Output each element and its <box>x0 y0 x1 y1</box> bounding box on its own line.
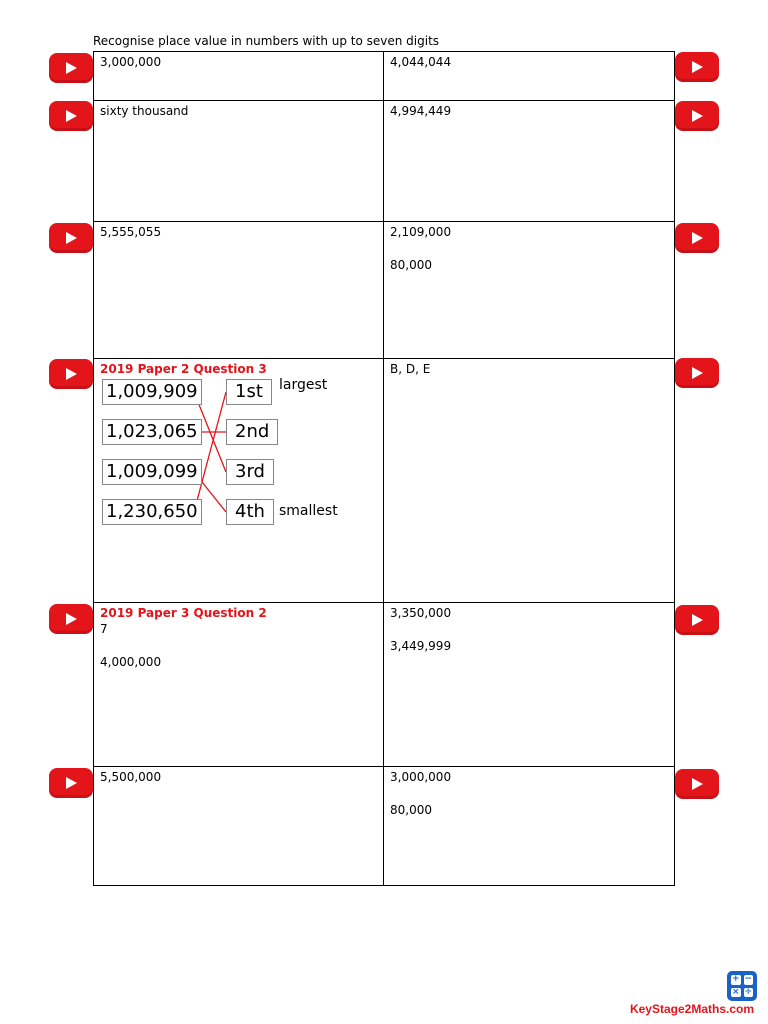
answer-text: 80,000 <box>390 258 432 272</box>
order-box: 2nd <box>226 419 278 445</box>
answer-text: 4,000,000 <box>100 655 162 669</box>
answer-cell <box>94 52 384 101</box>
table-row <box>93 100 675 222</box>
video-button-right[interactable] <box>675 769 719 799</box>
play-icon <box>64 367 78 381</box>
answer-text: 5,500,000 <box>100 770 162 784</box>
answer-cell <box>384 52 674 101</box>
answer-text: 5,555,055 <box>100 225 162 239</box>
number-box: 1,009,099 <box>102 459 202 485</box>
answer-cell <box>384 603 674 767</box>
table-row <box>93 602 675 767</box>
video-button-right[interactable] <box>675 605 719 635</box>
play-icon <box>690 366 704 380</box>
question-heading: 2019 Paper 2 Question 3 <box>100 362 267 376</box>
table-row <box>93 221 675 359</box>
answer-cell <box>384 767 674 885</box>
brand-link[interactable]: KeyStage2Maths.com <box>629 1002 754 1016</box>
play-icon <box>690 613 704 627</box>
answer-text: 80,000 <box>390 803 432 817</box>
page-title: Recognise place value in numbers with up to seven digits <box>93 34 440 48</box>
play-icon <box>64 776 78 790</box>
table-row <box>93 51 675 101</box>
order-box: 3rd <box>226 459 274 485</box>
answer-text: 3,000,000 <box>390 770 452 784</box>
answer-text: 7 <box>100 622 108 636</box>
answer-text: 3,449,999 <box>390 639 452 653</box>
play-icon <box>64 231 78 245</box>
answer-text: 3,000,000 <box>100 55 162 69</box>
answer-text: 2,109,000 <box>390 225 452 239</box>
answer-text: B, D, E <box>390 362 431 376</box>
match-line <box>194 392 226 512</box>
answer-cell <box>94 603 384 767</box>
answer-cell <box>94 101 384 222</box>
answer-text: 4,994,449 <box>390 104 452 118</box>
answer-cell <box>384 222 674 359</box>
number-box: 1,009,909 <box>102 379 202 405</box>
video-button-left[interactable] <box>49 768 93 798</box>
play-icon <box>690 109 704 123</box>
answer-cell <box>94 359 384 603</box>
video-button-left[interactable] <box>49 223 93 253</box>
play-icon <box>690 231 704 245</box>
answer-text: 3,350,000 <box>390 606 452 620</box>
answer-cell <box>94 222 384 359</box>
order-box: 4th <box>226 499 274 525</box>
video-button-right[interactable] <box>675 223 719 253</box>
order-box: 1st <box>226 379 272 405</box>
play-icon <box>690 60 704 74</box>
play-icon <box>64 61 78 75</box>
question-heading: 2019 Paper 3 Question 2 <box>100 606 267 620</box>
video-button-left[interactable] <box>49 101 93 131</box>
play-icon <box>64 612 78 626</box>
number-box: 1,230,650 <box>102 499 202 525</box>
answer-text: 4,044,044 <box>390 55 452 69</box>
video-button-right[interactable] <box>675 358 719 388</box>
largest-label: largest <box>279 377 328 393</box>
video-button-left[interactable] <box>49 604 93 634</box>
play-icon <box>64 109 78 123</box>
table-row <box>93 766 675 886</box>
video-button-left[interactable] <box>49 53 93 83</box>
number-box: 1,023,065 <box>102 419 202 445</box>
table-row <box>93 358 675 603</box>
answer-cell <box>384 359 674 603</box>
answer-cell <box>94 767 384 885</box>
ordering-puzzle <box>102 379 352 539</box>
video-button-left[interactable] <box>49 359 93 389</box>
answer-grid <box>93 51 675 885</box>
answer-text: sixty thousand <box>100 104 189 118</box>
calculator-icon: + − × ÷ <box>727 971 757 1001</box>
play-icon <box>690 777 704 791</box>
video-button-right[interactable] <box>675 101 719 131</box>
video-button-right[interactable] <box>675 52 719 82</box>
smallest-label: smallest <box>279 503 338 519</box>
answer-cell <box>384 101 674 222</box>
